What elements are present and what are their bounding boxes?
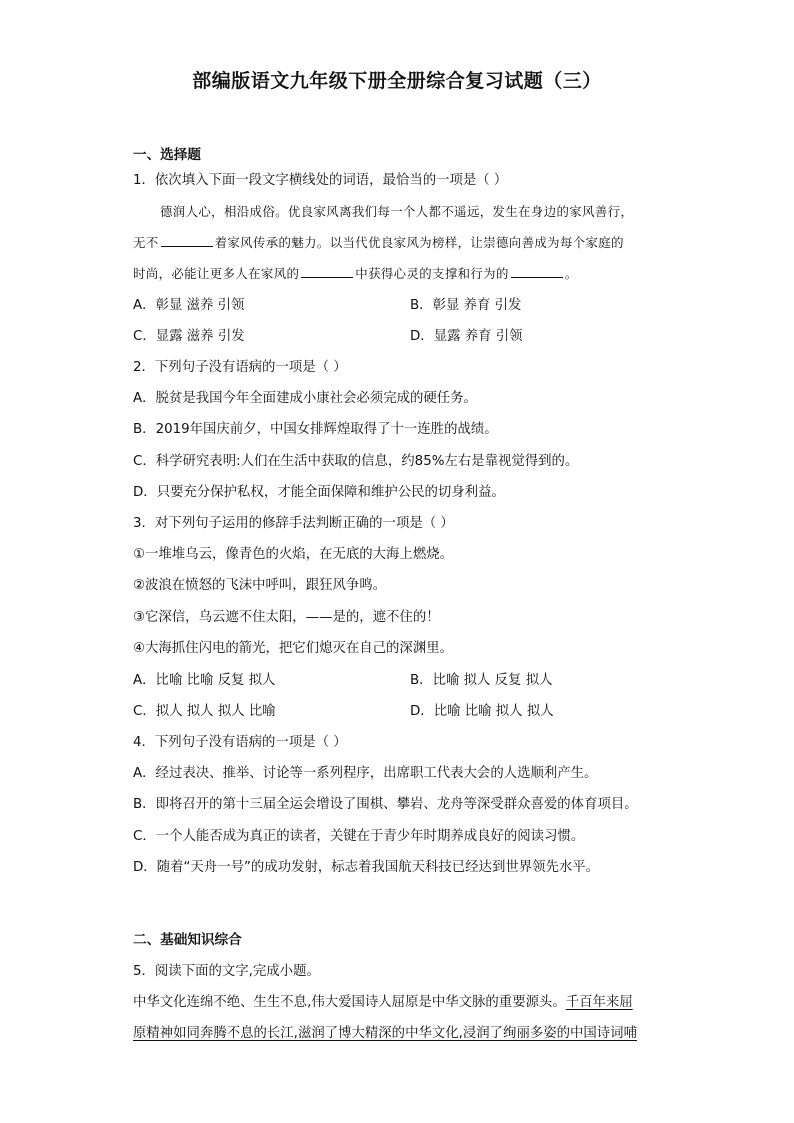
underlined-text: 千百年来屈 — [565, 995, 633, 1010]
question-2-option-a: A．脱贫是我国今年全面建成小康社会必须完成的硬任务。 — [133, 391, 477, 406]
passage-text: 时尚，必能让更多人在家风的 — [133, 266, 300, 281]
question-5-paragraph-line-1 — [133, 993, 633, 1013]
section-heading-basic-knowledge: 二、基础知识综合 — [133, 932, 242, 948]
question-1-option-b: B．彰显 养育 引发 — [410, 298, 522, 313]
question-1-passage-line-2 — [133, 233, 624, 253]
question-4-option-c: C．一个人能否成为真正的读者，关键在于青少年时期养成良好的阅读习惯。 — [133, 829, 585, 844]
blank-1 — [161, 234, 213, 247]
question-3-option-a: A．比喻 比喻 反复 拟人 — [133, 673, 276, 688]
passage-text: 中获得心灵的支撑和行为的 — [355, 266, 509, 281]
question-4-option-d: D．随着“天舟一号”的成功发射，标志着我国航天科技已经达到世界领先水平。 — [133, 860, 600, 875]
passage-text: 。 — [564, 266, 578, 281]
page-title: 部编版语文九年级下册全册综合复习试题（三） — [192, 70, 602, 92]
question-3-sentence-1: ①一堆堆乌云，像青色的火焰，在无底的大海上燃烧。 — [133, 547, 453, 562]
question-5-stem: 5．阅读下面的文字,完成小题。 — [133, 964, 320, 979]
question-4-stem: 4．下列句子没有语病的一项是（ ） — [133, 735, 347, 750]
question-1-option-d: D．显露 养育 引领 — [410, 329, 523, 344]
question-2-stem: 2．下列句子没有语病的一项是（ ） — [133, 360, 347, 375]
question-4-option-b: B．即将召开的第十三届全运会增设了围棋、攀岩、龙舟等深受群众喜爱的体育项目。 — [133, 797, 638, 812]
question-3-sentence-2: ②波浪在愤怒的飞沫中呼叫，跟狂风争鸣。 — [133, 578, 387, 593]
question-3-sentence-4: ④大海抓住闪电的箭光，把它们熄灭在自己的深渊里。 — [133, 641, 453, 656]
blank-3 — [511, 265, 563, 278]
question-2-option-c: C．科学研究表明:人们在生活中获取的信息，约85%左右是靠视觉得到的。 — [133, 454, 579, 469]
question-3-stem: 3．对下列句子运用的修辞手法判断正确的一项是（ ） — [133, 516, 454, 531]
question-3-option-b: B．比喻 拟人 反复 拟人 — [410, 673, 553, 688]
question-1-passage-line-3 — [133, 264, 578, 284]
section-heading-choice: 一、选择题 — [133, 147, 201, 163]
question-4-option-a: A．经过表决、推举、讨论等一系列程序，出席职工代表大会的人选顺利产生。 — [133, 766, 598, 781]
passage-text: 着家风传承的魅力。以当代优良家风为榜样，让崇德向善成为每个家庭的 — [214, 235, 624, 250]
blank-2 — [301, 265, 353, 278]
question-1-option-c: C．显露 滋养 引发 — [133, 329, 245, 344]
paragraph-text: 中华文化连绵不绝、生生不息,伟大爱国诗人屈原是中华文脉的重要源头。 — [133, 995, 566, 1010]
question-3-sentence-3: ③它深信，乌云遮不住太阳，——是的，遮不住的！ — [133, 610, 440, 625]
question-1-passage-line-1: 德润人心，相沿成俗。优良家风离我们每一个人都不遥远，发生在身边的家风善行， — [160, 204, 634, 219]
question-2-option-b: B．2019年国庆前夕，中国女排辉煌取得了十一连胜的战绩。 — [133, 422, 498, 437]
question-3-option-d: D．比喻 比喻 拟人 拟人 — [410, 704, 554, 719]
question-1-stem: 1．依次填入下面一段文字横线处的词语，最恰当的一项是（ ） — [133, 173, 508, 188]
passage-text: 无不 — [133, 235, 159, 250]
question-5-paragraph-line-2: 原精神如同奔腾不息的长江,滋润了博大精深的中华文化,浸润了绚丽多姿的中国诗词哺 — [133, 1026, 637, 1041]
question-1-option-a: A．彰显 滋养 引领 — [133, 298, 245, 313]
question-3-option-c: C．拟人 拟人 拟人 比喻 — [133, 704, 276, 719]
question-2-option-d: D．只要充分保护私权，才能全面保障和维护公民的切身利益。 — [133, 485, 505, 500]
